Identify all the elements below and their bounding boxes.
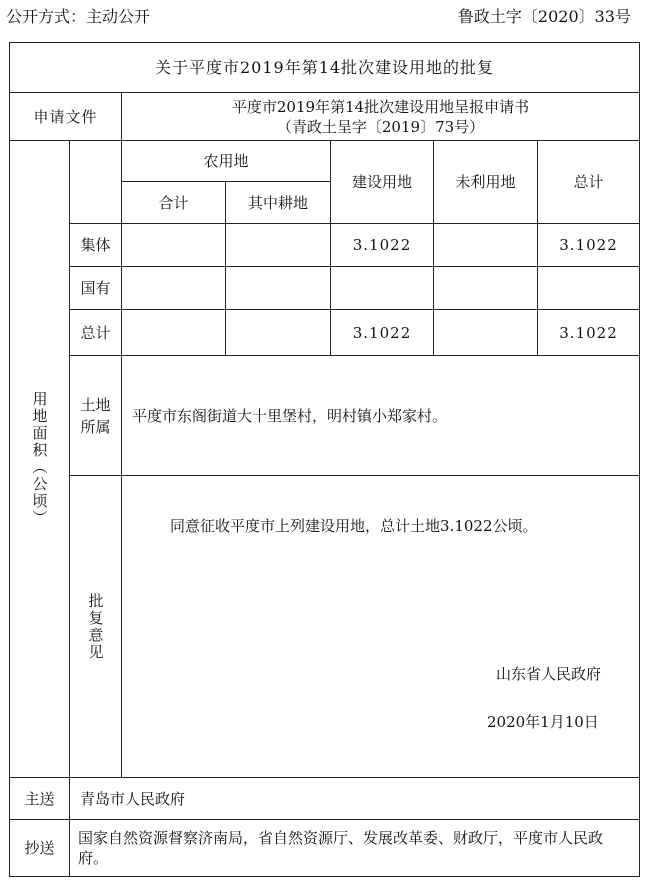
cell-agri-total bbox=[122, 310, 226, 356]
table-row bbox=[10, 310, 640, 356]
cell-agri-farmland bbox=[226, 224, 331, 267]
land-area-label-cell bbox=[10, 141, 70, 778]
land-belong-label: 土地所属 bbox=[80, 395, 111, 436]
row-label-collective: 集体 bbox=[70, 224, 122, 267]
cell-total bbox=[538, 267, 640, 310]
opinion-text: 同意征收平度市上列建设用地，总计土地3.1022公顷。 bbox=[170, 517, 538, 535]
send-to-value: 青岛市人民政府 bbox=[70, 778, 640, 820]
approval-form-table bbox=[9, 42, 640, 877]
cell-agri-total bbox=[122, 267, 226, 310]
opinion-content bbox=[122, 476, 640, 778]
document-title: 关于平度市2019年第14批次建设用地的批复 bbox=[10, 43, 640, 93]
land-belong-value: 平度市东阁街道大十里堡村，明村镇小郑家村。 bbox=[122, 356, 640, 476]
cc-value: 国家自然资源督察济南局，省自然资源厅、发展改革委、财政厅，平度市人民政府。 bbox=[70, 820, 640, 877]
table-row bbox=[10, 267, 640, 310]
col-total: 总计 bbox=[538, 141, 640, 224]
cell-unused bbox=[434, 310, 538, 356]
row-label-state: 国有 bbox=[70, 267, 122, 310]
cell-unused bbox=[434, 267, 538, 310]
cc-label: 抄送 bbox=[10, 820, 70, 877]
application-line-2: （青政土呈字〔2019〕73号） bbox=[276, 117, 485, 136]
application-label: 申请文件 bbox=[10, 93, 122, 141]
opinion-label: 批复意见 bbox=[86, 592, 105, 661]
cell-construction: 3.1022 bbox=[331, 224, 434, 267]
application-content bbox=[122, 93, 640, 141]
col-construction: 建设用地 bbox=[331, 141, 434, 224]
cell-total: 3.1022 bbox=[538, 224, 640, 267]
send-to-label: 主送 bbox=[10, 778, 70, 820]
disclosure-method: 公开方式：主动公开 bbox=[6, 7, 151, 26]
row-label-total: 总计 bbox=[70, 310, 122, 356]
issuing-organization: 山东省人民政府 bbox=[496, 665, 602, 683]
land-belong-label-cell bbox=[70, 356, 122, 476]
cell-construction bbox=[331, 267, 434, 310]
cell-unused bbox=[434, 224, 538, 267]
land-area-label: 用地面积（公顷） bbox=[30, 391, 49, 527]
cell-agri-total bbox=[122, 224, 226, 267]
application-line-1: 平度市2019年第14批次建设用地呈报申请书 bbox=[231, 97, 530, 116]
col-agri-farmland: 其中耕地 bbox=[226, 182, 331, 224]
issue-date: 2020年1月10日 bbox=[487, 713, 599, 731]
col-unused: 未利用地 bbox=[434, 141, 538, 224]
cell-agri-farmland bbox=[226, 310, 331, 356]
col-agri-total: 合计 bbox=[122, 182, 226, 224]
cell-total: 3.1022 bbox=[538, 310, 640, 356]
table-row bbox=[10, 224, 640, 267]
opinion-label-cell bbox=[70, 476, 122, 778]
cell-construction: 3.1022 bbox=[331, 310, 434, 356]
corner-cell bbox=[70, 141, 122, 224]
document-number: 鲁政土字〔2020〕33号 bbox=[457, 7, 631, 26]
col-agri: 农用地 bbox=[122, 141, 331, 182]
cell-agri-farmland bbox=[226, 267, 331, 310]
